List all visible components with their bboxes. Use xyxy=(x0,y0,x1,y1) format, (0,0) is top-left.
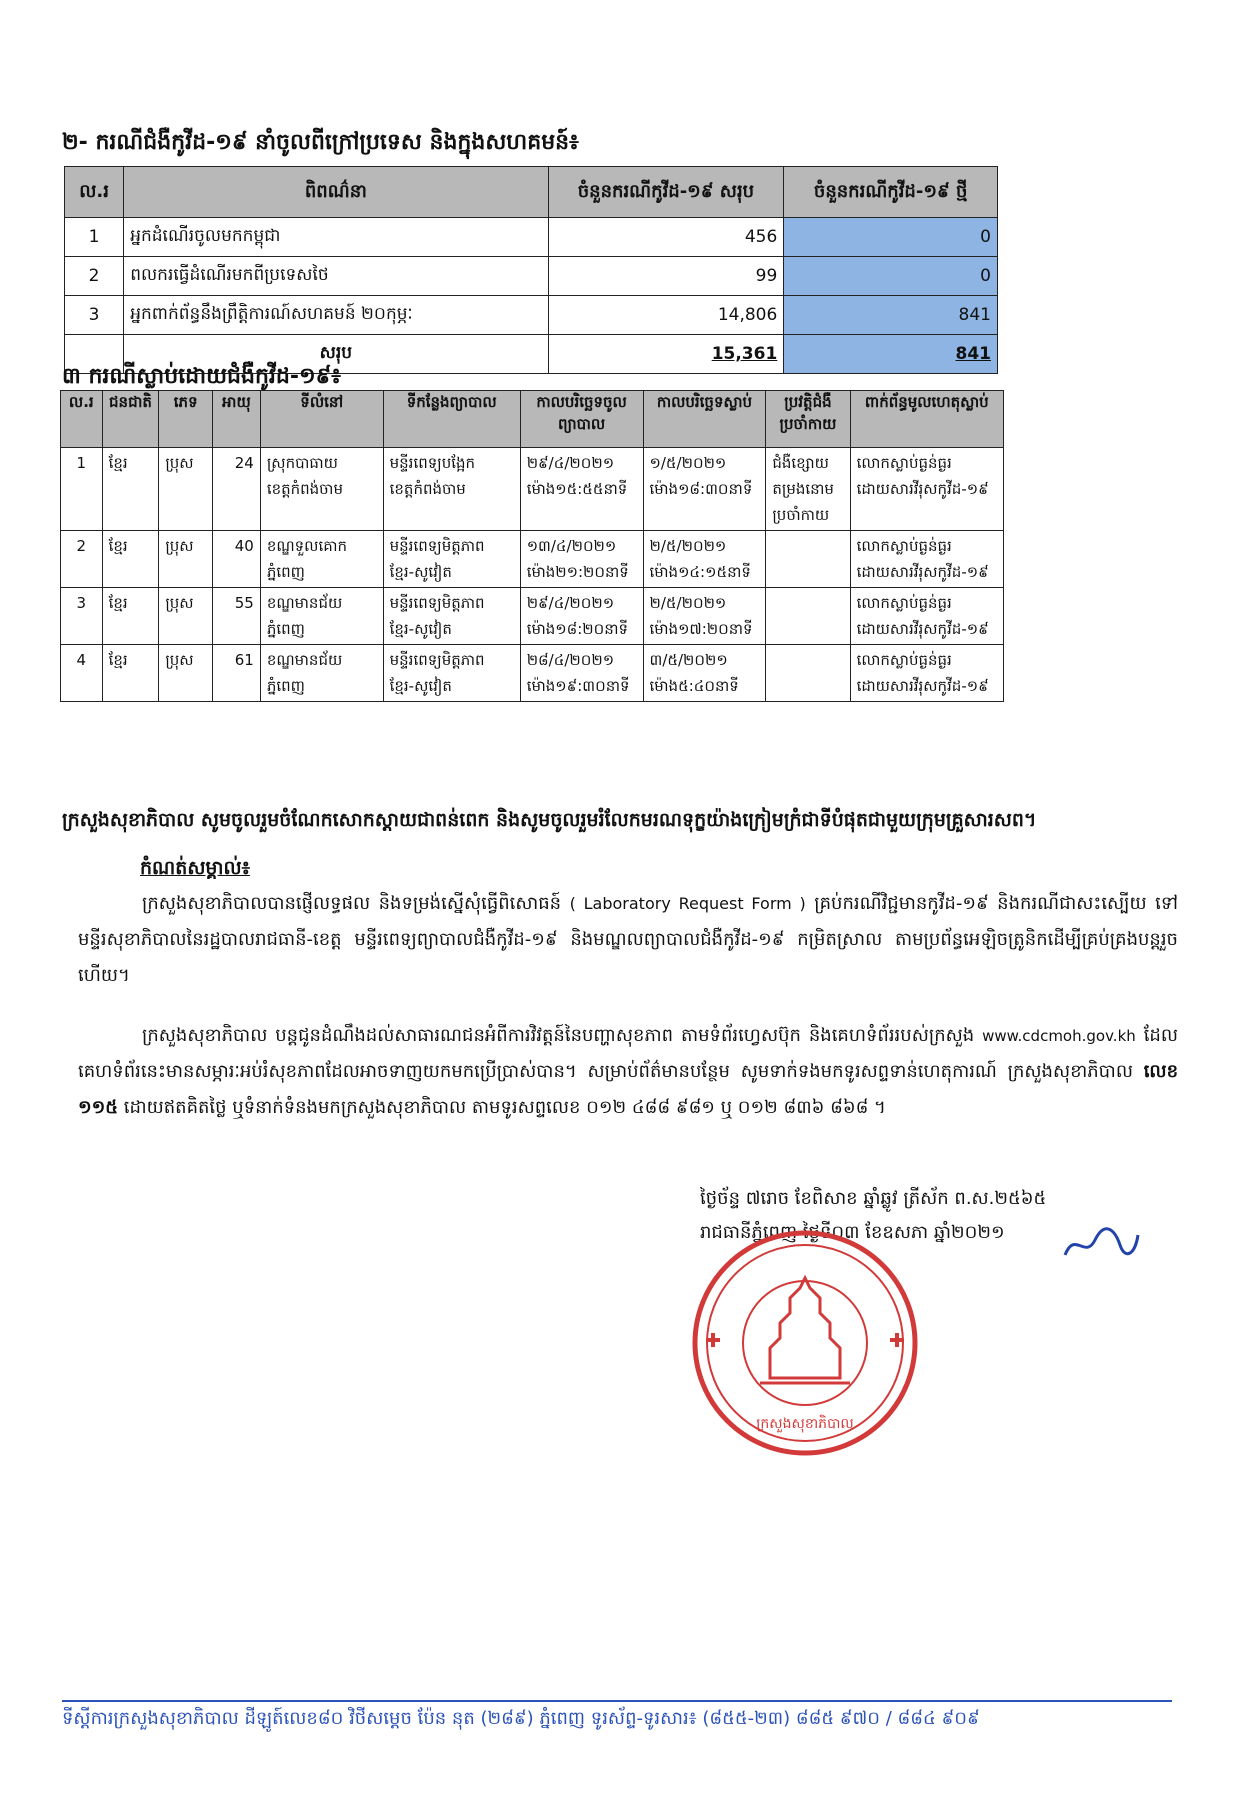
table-row xyxy=(65,257,998,296)
row-admission xyxy=(520,531,643,588)
history-line: តម្រងនោម xyxy=(772,480,834,498)
note-title: កំណត់សម្គាល់៖ xyxy=(140,857,250,879)
row-death xyxy=(643,588,766,645)
deaths-table xyxy=(60,390,1004,702)
row-no: 2 xyxy=(65,257,124,296)
header-medical-history: ប្រវត្តិជំងឺប្រចាំកាយ xyxy=(766,391,850,448)
note-para2-text: ក្រសួងសុខាភិបាល បន្តជូនដំណឹងដល់សាធារណជនអំពីការវិវត្តន៍នៃបញ្ហាសុខភាព តាមទំព័រហ្វេសប៊ុក និងគេហទំព័ររបស់ក្រសួង xyxy=(142,1025,975,1046)
hospital-line: ខេត្តកំពង់ចាម xyxy=(389,480,466,498)
death-date: ៣/៥/២០២១ xyxy=(649,651,728,669)
cause-line: លោកស្លាប់ធ្ងន់ធ្ងរ xyxy=(856,454,952,472)
header-age: អាយុ xyxy=(213,391,261,448)
table-row xyxy=(65,296,998,335)
footer-address: ទីស្តីការក្រសួងសុខាភិបាល ដីឡូត៍លេខ៨០ វិថីសម្តេច ប៉ែន នុត (២៨៩) ភ្នំពេញ ទូរស័ព្ទ-ទូរសារ៖ (៨៥៥-២៣) ៨៨៥ ៩៧០ / ៨៨៤ ៩០៩ xyxy=(62,1708,980,1729)
row-no: 3 xyxy=(61,588,103,645)
row-admission xyxy=(520,645,643,702)
row-no: 3 xyxy=(65,296,124,335)
row-no: 4 xyxy=(61,645,103,702)
row-total: 99 xyxy=(548,257,784,296)
cause-line: ដោយសារវីរុសកូវីដ-១៩ xyxy=(856,620,989,638)
row-total: 456 xyxy=(548,218,784,257)
address-line: ខណ្ឌមានជ័យ xyxy=(266,594,343,612)
row-sex: ប្រុស xyxy=(159,531,213,588)
row-admission xyxy=(520,588,643,645)
header-no: ល.រ xyxy=(65,167,124,218)
row-new: 0 xyxy=(784,257,998,296)
death-date: ១/៥/២០២១ xyxy=(649,454,727,472)
lunar-date: ថ្ងៃច័ន្ទ ៧រោច ខែពិសាខ ឆ្នាំឆ្លូវ ត្រីស័ក ព.ស.២៥៦៥ xyxy=(700,1188,1047,1209)
row-address xyxy=(260,448,383,531)
address-line: ខណ្ឌមានជ័យ xyxy=(266,651,343,669)
website-link[interactable]: www.cdcmoh.gov.kh xyxy=(982,1027,1136,1045)
row-new: 0 xyxy=(784,218,998,257)
row-history xyxy=(766,645,850,702)
row-hospital xyxy=(383,588,520,645)
seal-text: ក្រសួងសុខាភិបាល xyxy=(756,1416,854,1432)
death-time: ម៉ោង១៧:២០នាទី xyxy=(649,620,753,638)
row-hospital xyxy=(383,645,520,702)
row-nationality: ខ្មែរ xyxy=(102,645,159,702)
hospital-line: ខ្មែរ-សូវៀត xyxy=(389,677,452,695)
header-death-date: កាលបរិច្ឆេទស្លាប់ xyxy=(643,391,766,448)
header-description: ពិពណ៌នា xyxy=(124,167,548,218)
header-admission-date: កាលបរិច្ឆេទចូលព្យាបាល xyxy=(520,391,643,448)
history-line: ប្រចាំកាយ xyxy=(772,506,830,524)
header-nationality: ជនជាតិ xyxy=(102,391,159,448)
cause-line: លោកស្លាប់ធ្ងន់ធ្ងរ xyxy=(856,594,952,612)
condolence-message: ក្រសួងសុខាភិបាល សូមចូលរួមចំណែកសោកស្តាយជាពន់ពេក និងសូមចូលរួមរំលែកមរណទុក្ខយ៉ាងក្រៀមក្រំជាទីបំផុតជាមួយក្រុមគ្រួសារសព។ xyxy=(62,809,1037,831)
address-line: ភ្នំពេញ xyxy=(266,677,305,695)
row-nationality: ខ្មែរ xyxy=(102,448,159,531)
death-time: ម៉ោង១៤:១៥នាទី xyxy=(649,563,751,581)
sum-label: សរុប xyxy=(124,335,548,374)
solar-date: រាជធានីភ្នំពេញ ថ្ងៃទី០៣ ខែឧសភា ឆ្នាំ២០២១ xyxy=(700,1222,1005,1243)
hotline-number: លេខ ១១៥ xyxy=(78,1061,1178,1118)
row-sex: ប្រុស xyxy=(159,588,213,645)
note-paragraph-2 xyxy=(78,1018,1178,1126)
note-para2-text: ដោយឥតគិតថ្លៃ ឬទំនាក់ទំនងមកក្រសួងសុខាភិបាល តាមទូរសព្ទលេខ ០១២ ៤៨៨ ៩៨១ ឬ ០១២ ៨៣៦ ៨៦៨ ។ xyxy=(123,1097,886,1118)
row-hospital xyxy=(383,448,520,531)
row-address xyxy=(260,588,383,645)
row-cause xyxy=(850,531,1003,588)
admission-date: ១៣/៤/២០២១ xyxy=(526,537,617,555)
death-date: ២/៥/២០២១ xyxy=(649,537,727,555)
row-cause xyxy=(850,645,1003,702)
section3-title: ៣ ករណីស្លាប់ដោយជំងឺកូវីដ-១៩៖ xyxy=(62,364,341,389)
cause-line: ដោយសារវីរុសកូវីដ-១៩ xyxy=(856,677,989,695)
hospital-line: ខ្មែរ-សូវៀត xyxy=(389,620,452,638)
address-line: ភ្នំពេញ xyxy=(266,563,305,581)
note-para1-text: ក្រសួងសុខាភិបាលបានផ្ញើលទ្ធផល និងទម្រង់ស្នើសុំធ្វើពិសោធន៍ xyxy=(142,893,562,914)
death-time: ម៉ោង១៨:៣០នាទី xyxy=(649,480,753,498)
row-cause xyxy=(850,448,1003,531)
header-new-cases: ចំនួនករណីកូវីដ-១៩ ថ្មី xyxy=(784,167,998,218)
hospital-line: មន្ទីរពេទ្យមិត្តភាព xyxy=(389,537,485,555)
row-age: 24 xyxy=(213,448,261,531)
address-line: ស្រុកបាធាយ xyxy=(266,454,338,472)
hospital-line: មន្ទីរពេទ្យមិត្តភាព xyxy=(389,594,485,612)
admission-date: ២៩/៤/២០២១ xyxy=(526,454,615,472)
lab-form-name: ( Laboratory Request Form ) xyxy=(569,894,806,913)
row-description: ពលករធ្វើដំណើរមកពីប្រទេសថៃ xyxy=(124,257,548,296)
cause-line: ដោយសារវីរុសកូវីដ-១៩ xyxy=(856,563,989,581)
row-sex: ប្រុស xyxy=(159,645,213,702)
death-time: ម៉ោង៥:៤០នាទី xyxy=(649,677,739,695)
row-new: 841 xyxy=(784,296,998,335)
admission-date: ២៨/៤/២០២១ xyxy=(526,651,615,669)
row-age: 55 xyxy=(213,588,261,645)
row-no: 1 xyxy=(65,218,124,257)
row-death xyxy=(643,531,766,588)
row-total: 14,806 xyxy=(548,296,784,335)
sum-new: 841 xyxy=(784,335,998,374)
table-header-row xyxy=(61,391,1004,448)
admission-time: ម៉ោង១៥:៥៥នាទី xyxy=(526,480,628,498)
address-line: ខណ្ឌទួលគោក xyxy=(266,537,348,555)
row-address xyxy=(260,645,383,702)
row-admission xyxy=(520,448,643,531)
table-header-row xyxy=(65,167,998,218)
header-address: ទីលំនៅ xyxy=(260,391,383,448)
header-sex: ភេទ xyxy=(159,391,213,448)
row-nationality: ខ្មែរ xyxy=(102,588,159,645)
table-row xyxy=(61,645,1004,702)
row-hospital xyxy=(383,531,520,588)
row-sex: ប្រុស xyxy=(159,448,213,531)
row-cause xyxy=(850,588,1003,645)
sum-total: 15,361 xyxy=(548,335,784,374)
row-death xyxy=(643,448,766,531)
row-history xyxy=(766,448,850,531)
row-description: អ្នកដំណើរចូលមកកម្ពុជា xyxy=(124,218,548,257)
table-row xyxy=(61,448,1004,531)
ministry-seal xyxy=(690,1228,920,1458)
table-row xyxy=(61,531,1004,588)
note-para2-text: ដែលគេហទំព័រនេះមានសម្ភារៈអប់រំសុខភាពដែលអាចទាញយកមកប្រើប្រាស់បាន។ សម្រាប់ព័ត៌មានបន្ថែម សូមទាក់ទងមកទូរសព្ទទាន់ហេតុការណ៍ ក្រសួងសុខាភិបាល xyxy=(78,1025,1178,1082)
table-row xyxy=(61,588,1004,645)
row-history xyxy=(766,531,850,588)
row-history xyxy=(766,588,850,645)
header-no: ល.រ xyxy=(61,391,103,448)
note-para1-text: គ្រប់ករណីវិជ្ជមានកូវីដ-១៩ និងករណីជាសះស្បើយ ទៅមន្ទីរសុខាភិបាលនៃរដ្ឋបាលរាជធានី-ខេត្ត មន្ទីរពេទ្យព្យាបាលជំងឺកូវីដ-១៩ និងមណ្ឌលព្យាបាលជំងឺកូវីដ-១៩ កម្រិតស្រាល តាមប្រព័ន្ធអេឡិចត្រូនិកដើម្បីគ្រប់គ្រងបន្តរួចហើយ។ xyxy=(78,893,1178,986)
history-line: ជំងឺខ្សោយ xyxy=(772,454,829,472)
hospital-line: មន្ទីរពេទ្យបង្អែក xyxy=(389,454,476,472)
cause-line: ដោយសារវីរុសកូវីដ-១៩ xyxy=(856,480,989,498)
row-address xyxy=(260,531,383,588)
note-paragraph-1 xyxy=(78,886,1178,994)
row-no: 1 xyxy=(61,448,103,531)
imported-cases-table xyxy=(64,166,998,374)
admission-time: ម៉ោង១៨:២០នាទី xyxy=(526,620,629,638)
row-nationality: ខ្មែរ xyxy=(102,531,159,588)
header-cause-of-death: ពាក់ព័ន្ធមូលហេតុស្លាប់ xyxy=(850,391,1003,448)
table-row xyxy=(65,218,998,257)
hospital-line: មន្ទីរពេទ្យមិត្តភាព xyxy=(389,651,485,669)
admission-date: ២៩/៤/២០២១ xyxy=(526,594,615,612)
admission-time: ម៉ោង២១:២០នាទី xyxy=(526,563,629,581)
footer-divider xyxy=(62,1700,1172,1702)
signature-mark xyxy=(1060,1225,1140,1265)
row-age: 61 xyxy=(213,645,261,702)
death-date: ២/៥/២០២១ xyxy=(649,594,727,612)
admission-time: ម៉ោង១៩:៣០នាទី xyxy=(526,677,630,695)
address-line: ភ្នំពេញ xyxy=(266,620,305,638)
cause-line: លោកស្លាប់ធ្ងន់ធ្ងរ xyxy=(856,651,952,669)
header-treatment-place: ទីកន្លែងព្យាបាល xyxy=(383,391,520,448)
section2-title: ២- ករណីជំងឺកូវីដ-១៩ នាំចូលពីក្រៅប្រទេស និងក្នុងសហគមន៍៖ xyxy=(62,130,579,155)
row-age: 40 xyxy=(213,531,261,588)
address-line: ខេត្តកំពង់ចាម xyxy=(266,480,343,498)
cause-line: លោកស្លាប់ធ្ងន់ធ្ងរ xyxy=(856,537,952,555)
header-total-cases: ចំនួនករណីកូវីដ-១៩ សរុប xyxy=(548,167,784,218)
hospital-line: ខ្មែរ-សូវៀត xyxy=(389,563,452,581)
row-death xyxy=(643,645,766,702)
row-description: អ្នកពាក់ព័ន្ធនឹងព្រឹត្តិការណ៍សហគមន៍ ២០កុម្ភៈ xyxy=(124,296,548,335)
row-no: 2 xyxy=(61,531,103,588)
